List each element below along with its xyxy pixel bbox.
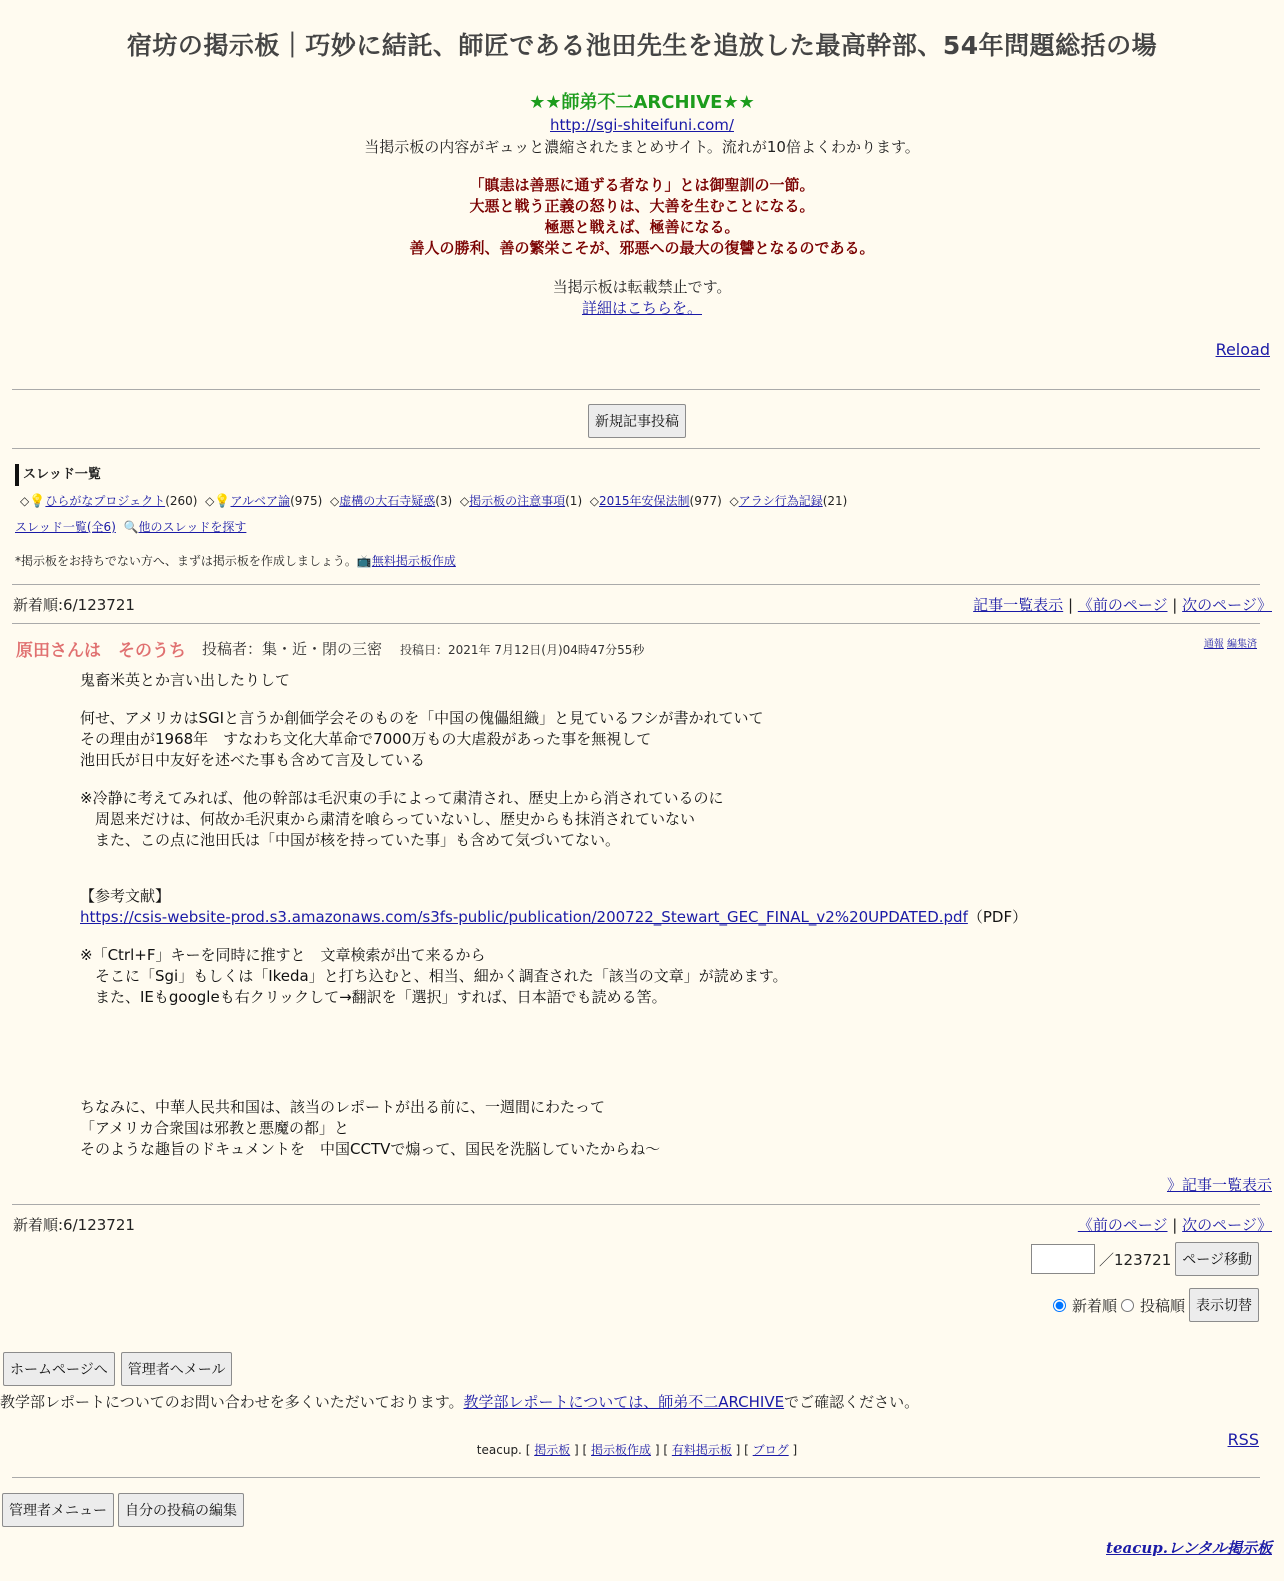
display-switch-button[interactable]: 表示切替 <box>1189 1288 1259 1322</box>
teacup-links: teacup. [ 掲示板 ] [ 掲示板作成 ] [ 有料掲示板 ] [ ブログ ] <box>476 1443 798 1457</box>
article-list-link[interactable]: 記事一覧表示 <box>973 596 1064 614</box>
page-number-input[interactable] <box>1031 1244 1095 1274</box>
quote-line: 善人の勝利、善の繁栄こそが、邪悪への最大の復讐となるのである。 <box>409 239 875 257</box>
divider <box>12 1204 1260 1205</box>
back-to-list-link[interactable]: 》記事一覧表示 <box>1166 1176 1272 1194</box>
thread-item: ◇アラシ行為記録(21) <box>729 494 848 508</box>
post-title: 原田さんは そのうち <box>16 641 186 661</box>
next-page-link[interactable]: 次のページ》 <box>1182 596 1272 614</box>
next-page-link[interactable]: 次のページ》 <box>1182 1216 1272 1234</box>
quote-line: 「瞋恚は善悪に通ずる者なり」とは御聖訓の一節。 <box>469 176 815 194</box>
page-total: ／123721 <box>1099 1250 1172 1269</box>
thread-list <box>20 492 847 509</box>
free-board-text: *掲示板をお持ちでない方へ、まずは掲示板を作成しましょう。 <box>15 554 357 568</box>
thread-item: ◇2015年安保法制(977) <box>589 494 722 508</box>
thread-item: ◇掲示板の注意事項(1) <box>459 494 583 508</box>
all-threads-link[interactable]: スレッド一覧(全6) <box>15 520 116 534</box>
free-board-link[interactable]: 無料掲示板作成 <box>371 554 456 568</box>
divider <box>12 448 1260 449</box>
archive-title: ★★師弟不二ARCHIVE★★ <box>529 92 755 113</box>
lightbulb-icon: 💡 <box>29 494 46 509</box>
reference-link[interactable]: https://csis-website-prod.s3.amazonaws.com/s3fs-public/publication/200722_Stewart_GEC_FINAL_v2%20UPDATED.pdf <box>80 908 968 926</box>
magnifier-icon: 🔍 <box>123 520 139 534</box>
post-body: 鬼畜米英とか言い出したりして 何せ、アメリカはSGIと言うか創価学会そのものを「中国の傀儡組織」と見ているフシが書かれていて その理由が1968年 すなわち文化大革命で7000万もの大虐殺があった事を無視して 池田氏が日中友好を述べた事も含めて言及している ※冷静に考えてみれば、他の幹部は毛沢東の手によって粛清され、歴史上から消されているのに 周恩来だけは、何故か毛沢東から粛清を喰らっていないし、歴史からも抹消されていない また、この点に池田氏は「中国が核を持っていた事」も含めて気づいてない。 【参考文献】 https://csis-website-prod.s3.amazonaws.com/s3fs-public/publication/200722_Stewart_GEC_FINAL_v2%20UPDATED.pdf（PDF） ※「Ctrl+F」キーを同時に推すと 文章検索が出て来るから そこに「Sgi」もしくは「Ikeda」と打ち込むと、相当、細かく調査された「該当の文章」が読めます。 また、IEもgoogleも右クリックして→翻訳を「選択」すれば、日本語でも読める筈。 ちなみに、中華人民共和国は、該当のレポートが出る前に、一週間にわたって 「アメリカ合衆国は邪教と悪魔の都」と そのような趣旨のドキュメントを 中国CCTVで煽って、国民を洗脳していたからね～ <box>80 671 1028 1158</box>
thread-link-taisekiji[interactable]: 虚構の大石寺疑惑 <box>339 494 436 508</box>
search-threads-link[interactable]: 他のスレッドを探す <box>138 520 247 534</box>
teacup-paid-link[interactable]: 有料掲示板 <box>671 1443 732 1457</box>
teacup-create-link[interactable]: 掲示板作成 <box>591 1443 652 1457</box>
thread-item: ◇虚構の大石寺疑惑(3) <box>329 494 453 508</box>
teacup-brand-link[interactable]: teacup.レンタル掲示板 <box>1106 1539 1272 1557</box>
post-date: 投稿日：2021年 7月12日(月)04時47分55秒 <box>400 643 645 657</box>
divider <box>12 389 1260 390</box>
edited-link[interactable]: 編集済 <box>1227 639 1257 650</box>
page-jump-button[interactable]: ページ移動 <box>1175 1242 1259 1276</box>
post-tools <box>1204 635 1257 650</box>
board-icon: 📺 <box>356 554 372 568</box>
sort-options: 新着順 投稿順 表示切替 <box>1053 1288 1259 1322</box>
thread-link-troll-record[interactable]: アラシ行為記録 <box>738 494 823 508</box>
thread-item: ◇💡アルベア論(975) <box>205 494 323 509</box>
sort-post-radio[interactable] <box>1121 1299 1134 1312</box>
archive-url-link[interactable]: http://sgi-shiteifuni.com/ <box>550 116 734 134</box>
thread-list-heading: スレッド一覧 <box>15 464 101 486</box>
thread-link-hiragana[interactable]: ひらがなプロジェクト <box>45 494 166 508</box>
teacup-board-link[interactable]: 掲示板 <box>534 1443 571 1457</box>
reload-link[interactable]: Reload <box>1215 340 1270 359</box>
divider <box>12 623 1260 624</box>
sort-new-radio[interactable] <box>1053 1299 1066 1312</box>
pager-top: 新着順:6/123721 記事一覧表示 | 《前のページ | 次のページ》 <box>13 596 1272 614</box>
quote-line: 極悪と戦えば、極善になる。 <box>544 218 740 236</box>
mail-admin-button[interactable]: 管理者へメール <box>121 1352 233 1386</box>
quote-block <box>0 175 1284 259</box>
report-link[interactable]: 通報 <box>1203 639 1224 650</box>
page-jump <box>1031 1242 1259 1276</box>
archive-description: 当掲示板の内容がギュッと濃縮されたまとめサイト。流れが10倍よくわかります。 <box>364 138 920 156</box>
teacup-blog-link[interactable]: ブログ <box>752 1443 789 1457</box>
lightbulb-icon: 💡 <box>214 494 231 509</box>
divider <box>12 1477 1260 1478</box>
thread-item: ◇💡ひらがなプロジェクト(260) <box>20 494 198 509</box>
prev-page-link[interactable]: 《前のページ <box>1077 1216 1168 1234</box>
post-author: 投稿者：集・近・閉の三密 <box>202 640 383 658</box>
page-title: 宿坊の掲示板｜巧妙に結託、師匠である池田先生を追放した最高幹部、54年問題総括の場 <box>126 31 1158 60</box>
divider <box>12 584 1260 585</box>
quote-line: 大悪と戦う正義の怒りは、大善を生むことになる。 <box>469 197 815 215</box>
report-note: 教学部レポートについてのお問い合わせを多くいただいております。教学部レポートについては、師弟不二ARCHIVEでご確認ください。 <box>0 1393 920 1411</box>
prev-page-link[interactable]: 《前のページ <box>1077 596 1168 614</box>
new-post-button[interactable]: 新規記事投稿 <box>588 404 686 438</box>
rss-link[interactable]: RSS <box>1227 1430 1259 1449</box>
thread-link-rules[interactable]: 掲示板の注意事項 <box>469 494 566 508</box>
report-archive-link[interactable]: 教学部レポートについては、師弟不二ARCHIVE <box>463 1393 785 1411</box>
thread-link-albea[interactable]: アルベア論 <box>230 494 291 508</box>
order-status: 新着順:6/123721 <box>13 596 135 614</box>
pager-bottom: 新着順:6/123721 《前のページ | 次のページ》 <box>13 1216 1272 1234</box>
admin-menu-button[interactable]: 管理者メニュー <box>2 1493 114 1527</box>
repost-notice: 当掲示板は転載禁止です。 <box>552 278 732 296</box>
homepage-button[interactable]: ホームページへ <box>3 1352 115 1386</box>
edit-own-post-button[interactable]: 自分の投稿の編集 <box>118 1493 244 1527</box>
order-status: 新着順:6/123721 <box>13 1216 135 1234</box>
thread-link-security-law[interactable]: 2015年安保法制 <box>599 494 690 508</box>
detail-link[interactable]: 詳細はこちらを。 <box>581 299 702 317</box>
